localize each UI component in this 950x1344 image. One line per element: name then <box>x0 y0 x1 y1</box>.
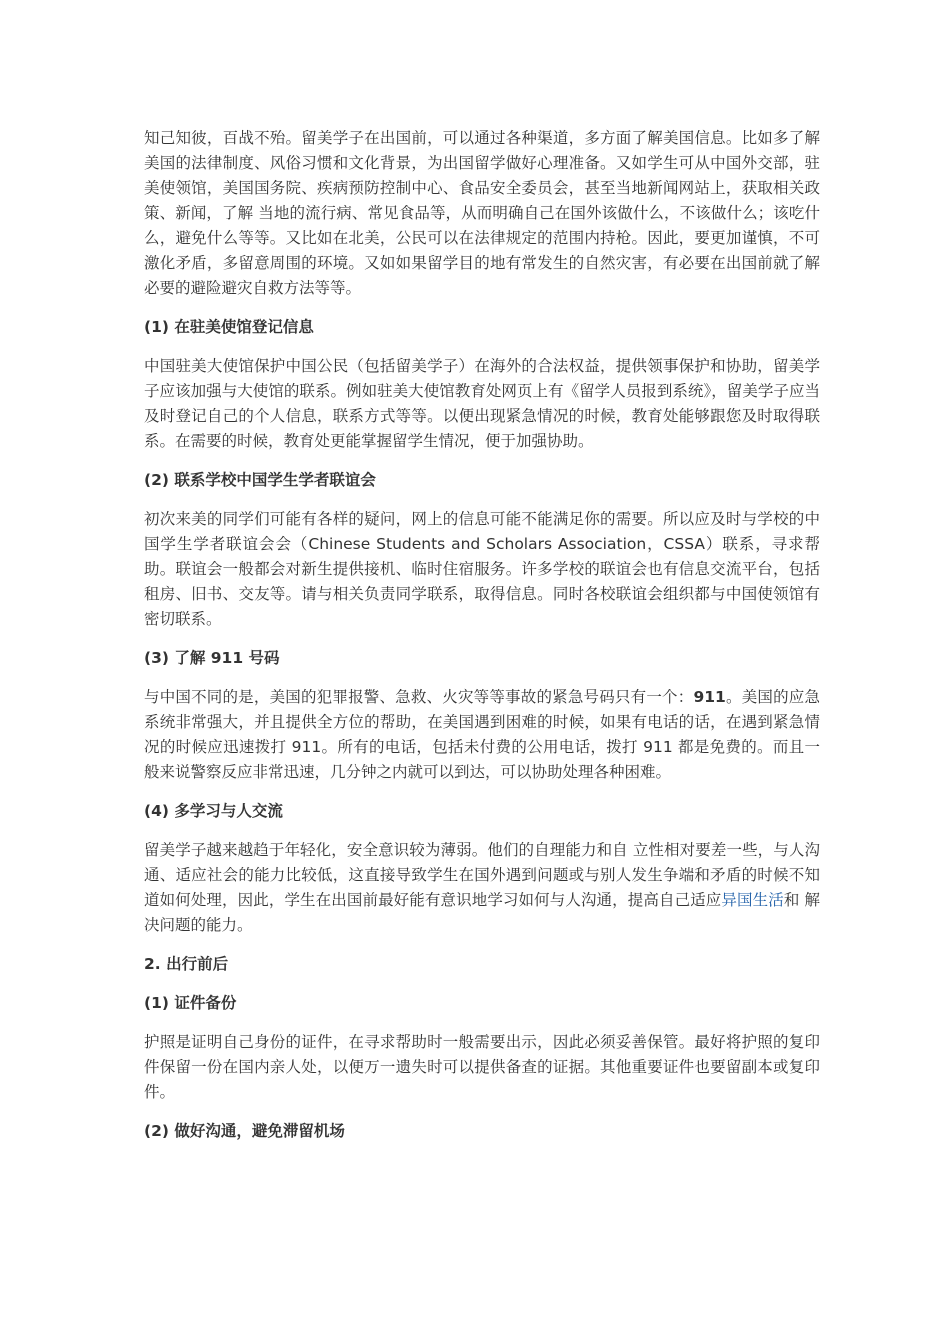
section-heading-embassy-registration: (1) 在驻美使馆登记信息 <box>144 318 314 336</box>
document-body <box>144 126 820 1158</box>
part-heading-travel: 2. 出行前后 <box>144 955 229 973</box>
foreign-life-link[interactable]: 异国生活 <box>721 891 784 909</box>
section-heading-airport-communication: (2) 做好沟通，避免滞留机场 <box>144 1122 345 1140</box>
section-heading-communication: (4) 多学习与人交流 <box>144 802 283 820</box>
emergency-text-after: 。美国的应急系统非常强大，并且提供全方位的帮助，在美国遇到困难的时候，如果有电话的话，在遇到紧急情况的时候应迅速拨打 911。所有的电话，包括未付费的公用电话，拨打 911 都是免费的。而且一般来说警察反应非常迅速，几分钟之内就可以到达，可以协助处理各种困难。 <box>144 688 820 781</box>
emergency-text-before: 与中国不同的是，美国的犯罪报警、急救、火灾等等事故的紧急号码只有一个： <box>144 688 694 706</box>
embassy-registration-paragraph: 中国驻美大使馆保护中国公民（包括留美学子）在海外的合法权益，提供领事保护和协助，留美学子应该加强与大使馆的联系。例如驻美大使馆教育处网页上有《留学人员报到系统》，留美学子应当及时登记自己的个人信息，联系方式等等。以便出现紧急情况的时候，教育处能够跟您及时取得联系。在需要的时候，教育处更能掌握留学生情况，便于加强协助。 <box>144 357 820 450</box>
section-heading-911: (3) 了解 911 号码 <box>144 649 280 667</box>
intro-paragraph: 知己知彼，百战不殆。留美学子在出国前，可以通过各种渠道，多方面了解美国信息。比如多了解美国的法律制度、风俗习惯和文化背景，为出国留学做好心理准备。又如学生可从中国外交部，驻美使领馆，美国国务院、疾病预防控制中心、食品安全委员会，甚至当地新闻网站上，获取相关政策、新闻，了解 当地的流行病、常见食品等，从而明确自己在国外该做什么，不该做什么；该吃什么，避免什么等等。又比如在北美，公民可以在法律规定的范围内持枪。因此，要更加谨慎，不可激化矛盾，多留意周围的环境。又如如果留学目的地有常发生的自然灾害，有必要在出国前就了解必要的避险避灾自救方法等等。 <box>144 129 820 297</box>
section-heading-document-backup: (1) 证件备份 <box>144 994 237 1012</box>
emergency-number-bold: 911 <box>693 688 726 706</box>
communication-text-before: 留美学子越来越趋于年轻化，安全意识较为薄弱。他们的自理能力和自 立性相对要差一些，与人沟通、适应社会的能力比较低，这直接导致学生在国外遇到问题或与别人发生争端和矛盾的时候不知道如何处理，因此，学生在出国前最好能有意识地学习如何与人沟通，提高自己适应 <box>144 841 820 909</box>
emergency-911-paragraph <box>144 685 820 785</box>
section-heading-cssa: (2) 联系学校中国学生学者联谊会 <box>144 471 376 489</box>
communication-paragraph <box>144 838 820 938</box>
document-backup-paragraph: 护照是证明自己身份的证件，在寻求帮助时一般需要出示，因此必须妥善保管。最好将护照的复印件保留一份在国内亲人处，以便万一遗失时可以提供备查的证据。其他重要证件也要留副本或复印件。 <box>144 1033 820 1101</box>
communication-text-after: 和 解决问题的能力。 <box>144 891 820 934</box>
cssa-paragraph: 初次来美的同学们可能有各样的疑问，网上的信息可能不能满足你的需要。所以应及时与学校的中国学生学者联谊会会（Chinese Students and Scholars Association，CSSA）联系，寻求帮助。联谊会一般都会对新生提供接机、临时住宿服务。许多学校的联谊会也有信息交流平台，包括租房、旧书、交友等。请与相关负责同学联系，取得信息。同时各校联谊会组织都与中国使领馆有密切联系。 <box>144 510 820 628</box>
